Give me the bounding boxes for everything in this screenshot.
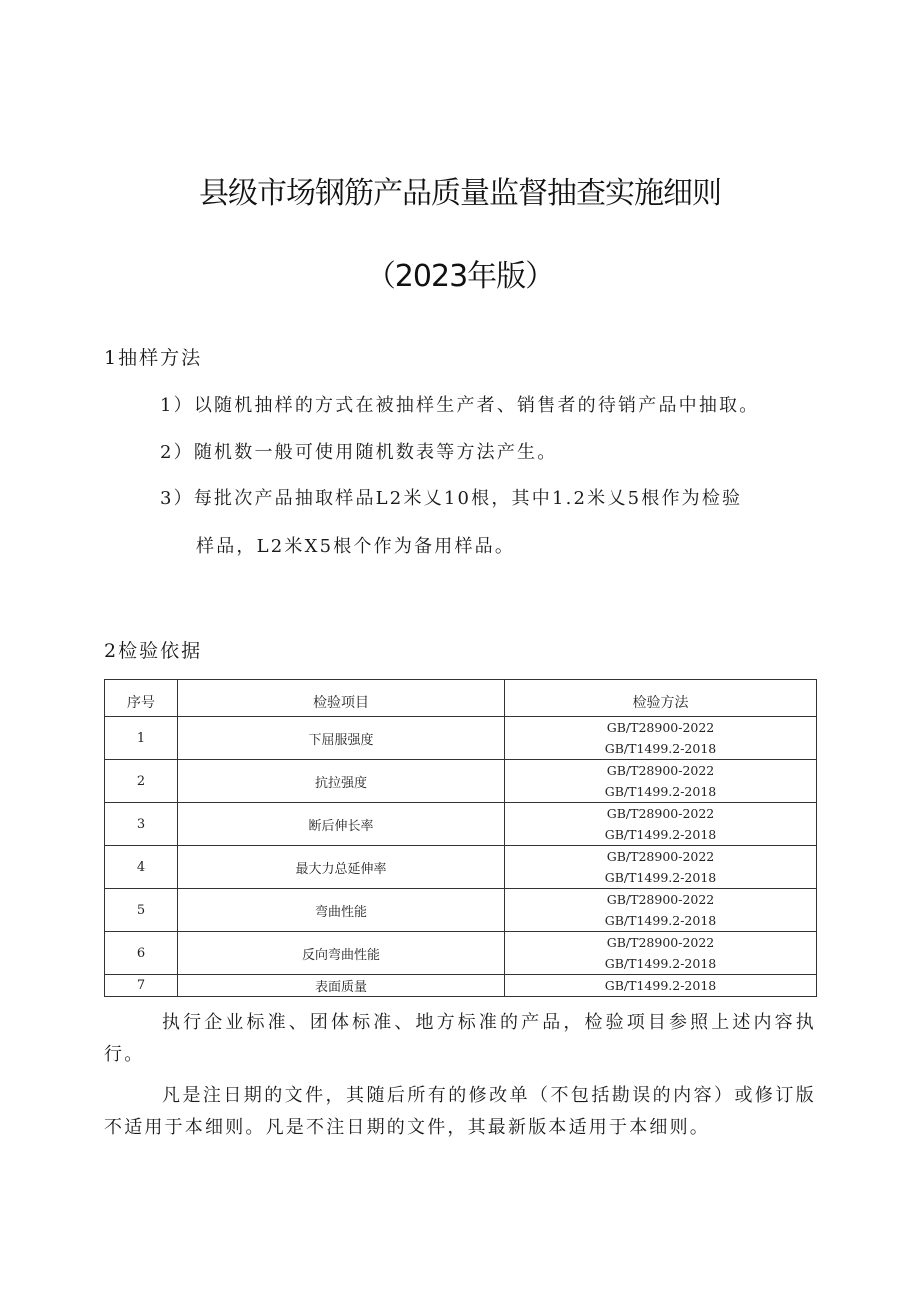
row-serial: 3 (105, 803, 178, 846)
header-item: 检验项目 (178, 680, 505, 717)
header-serial: 序号 (105, 680, 178, 717)
document-edition: （2023年版） (365, 259, 555, 294)
table-row (105, 975, 817, 997)
row-item: 下屈服强度 (178, 717, 505, 760)
table-row (105, 717, 817, 760)
sampling-item-3: 3）每批次产品抽取样品L2米乂10根，其中1.2米乂5根作为检验 (160, 488, 743, 509)
document-title: 县级市场钢筋产品质量监督抽查实施细则 (199, 176, 721, 211)
method-line: GB/T1499.2-2018 (604, 870, 717, 885)
method-line: GB/T1499.2-2018 (604, 741, 717, 756)
method-line: GB/T28900-2022 (606, 806, 715, 821)
row-serial: 1 (105, 717, 178, 760)
sampling-item-3-continued: 样品，L2米X5根个作为备用样品。 (196, 536, 516, 557)
method-line: GB/T28900-2022 (606, 720, 715, 735)
row-serial: 6 (105, 932, 178, 975)
row-item: 断后伸长率 (178, 803, 505, 846)
method-line: GB/T28900-2022 (606, 935, 715, 950)
row-serial: 5 (105, 889, 178, 932)
row-method (505, 932, 817, 975)
row-item: 抗拉强度 (178, 760, 505, 803)
row-method (505, 846, 817, 889)
row-item: 表面质量 (178, 975, 505, 997)
sampling-item-2: 2）随机数一般可使用随机数表等方法产生。 (160, 442, 558, 463)
row-item: 最大力总延伸率 (178, 846, 505, 889)
method-line: GB/T28900-2022 (606, 763, 715, 778)
method-line: GB/T1499.2-2018 (604, 913, 717, 928)
method-line: GB/T1499.2-2018 (604, 784, 717, 799)
table-row (105, 760, 817, 803)
row-method (505, 717, 817, 760)
table-row (105, 803, 817, 846)
row-serial: 7 (105, 975, 178, 997)
row-method (505, 803, 817, 846)
method-line: GB/T1499.2-2018 (604, 956, 717, 971)
row-serial: 2 (105, 760, 178, 803)
section-heading-basis: 2检验依据 (104, 640, 203, 662)
header-method: 检验方法 (505, 680, 817, 717)
paragraph-enterprise-standards: 执行企业标准、团体标准、地方标准的产品，检验项目参照上述内容执行。 (104, 1012, 816, 1065)
table-header-row (105, 680, 817, 717)
table-row (105, 889, 817, 932)
row-method (505, 760, 817, 803)
section-heading-sampling: 1抽样方法 (104, 347, 203, 369)
row-item: 弯曲性能 (178, 889, 505, 932)
sampling-item-1: 1）以随机抽样的方式在被抽样生产者、销售者的待销产品中抽取。 (160, 395, 760, 416)
row-serial: 4 (105, 846, 178, 889)
table-row (105, 932, 817, 975)
row-method (505, 889, 817, 932)
table-row (105, 846, 817, 889)
paragraph-dated-documents: 凡是注日期的文件，其随后所有的修改单（不包括勘误的内容）或修订版不适用于本细则。凡是不注日期的文件，其最新版本适用于本细则。 (104, 1085, 816, 1138)
inspection-table (104, 679, 817, 997)
method-line: GB/T28900-2022 (606, 849, 715, 864)
row-item: 反向弯曲性能 (178, 932, 505, 975)
row-method (505, 975, 817, 997)
method-line: GB/T28900-2022 (606, 892, 715, 907)
method-line: GB/T1499.2-2018 (604, 827, 717, 842)
method-line: GB/T1499.2-2018 (604, 978, 717, 993)
